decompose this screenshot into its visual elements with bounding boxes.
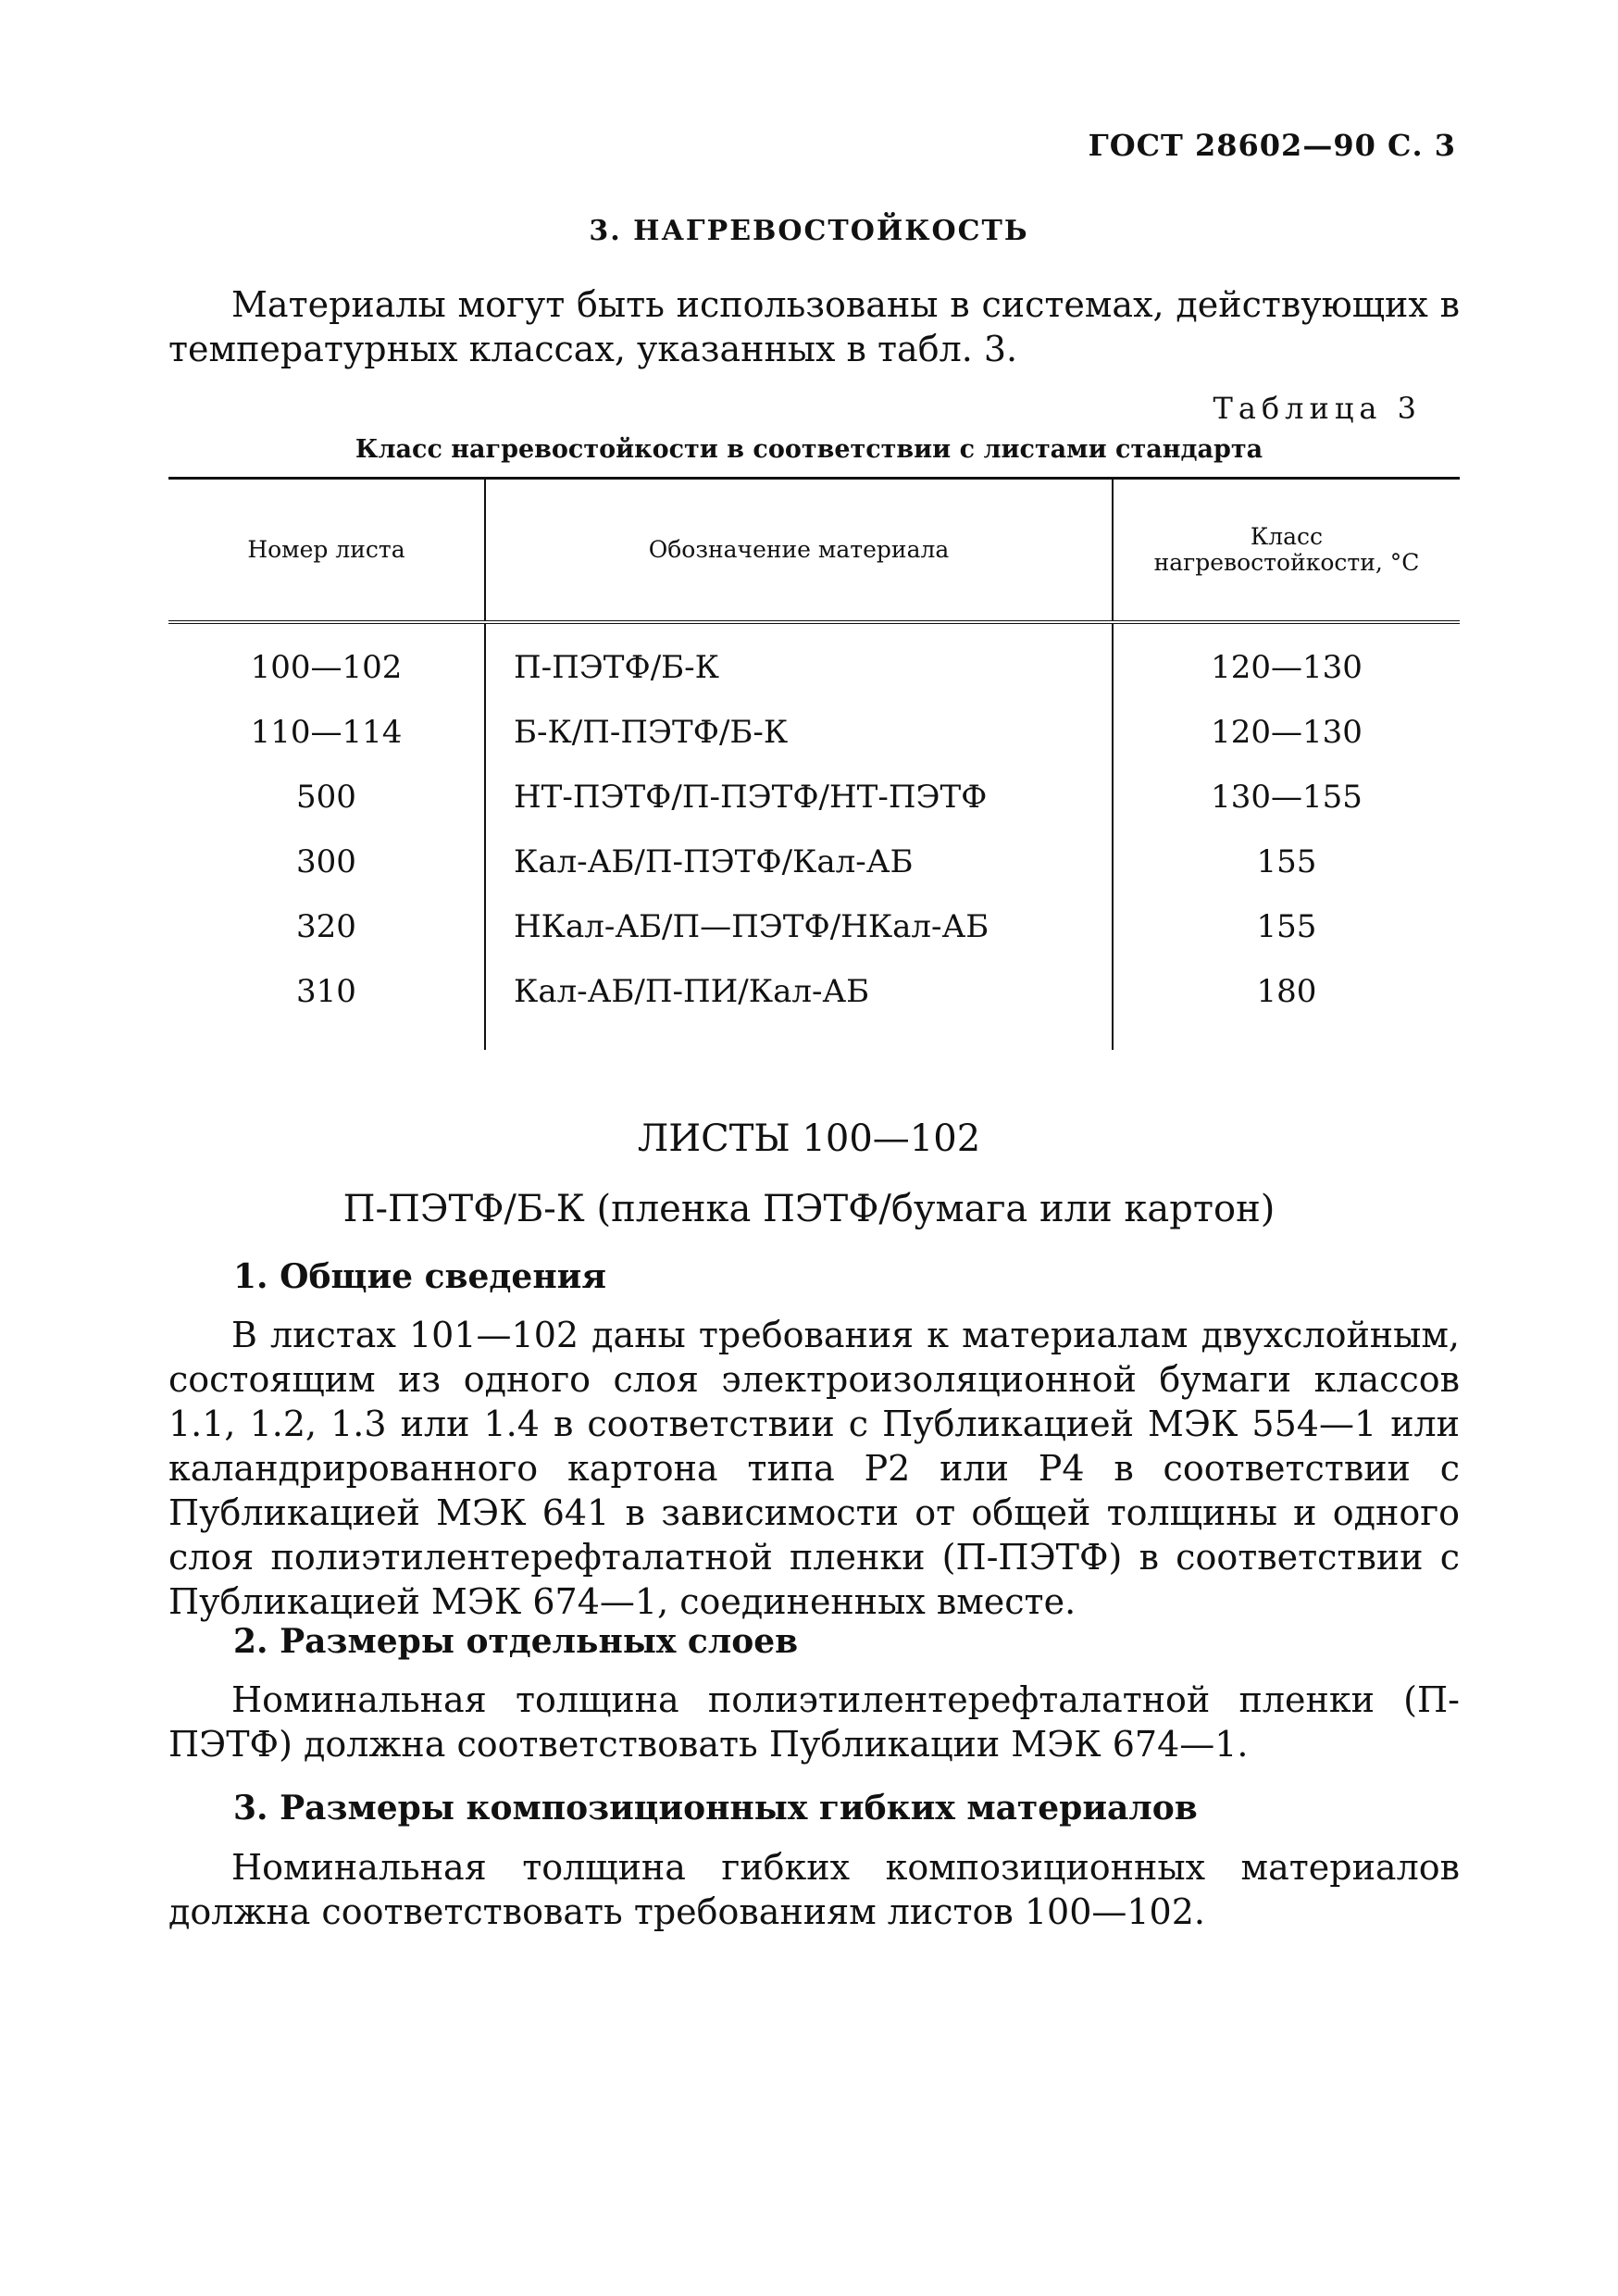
table-number: Таблица 3 [1213, 391, 1422, 426]
cell-material-text: П-ПЭТФ/Б-К [514, 649, 719, 686]
cell-sheet: 310 [296, 973, 356, 1010]
cell-material [485, 894, 1113, 959]
cell-material [485, 830, 1113, 894]
paragraph-general-info [168, 1313, 1460, 1624]
col-header-material: Обозначение материала [485, 479, 1113, 623]
table-row [168, 765, 1460, 830]
paragraph-composite-sizes-text: Номинальная толщина гибких композиционных материалов должна соответствовать требованиям листов 100—102. [168, 1847, 1460, 1932]
cell-material [485, 700, 1113, 765]
heading-layer-sizes: 2. Размеры отдельных слоев [233, 1622, 799, 1661]
heat-resistance-table [168, 477, 1460, 1050]
cell-material-text: Кал-АБ/П-ПИ/Кал-АБ [514, 973, 870, 1010]
cell-material [485, 622, 1113, 700]
table-row [168, 959, 1460, 1050]
table-row [168, 894, 1460, 959]
cell-material [485, 959, 1113, 1050]
col-header-class: Класс нагревостойкости, °С [1113, 479, 1460, 623]
paragraph-general-info-text: В листах 101—102 даны требования к материалам двухслойным, состоящим из одного слоя электроизоляционной бумаги классов 1.1, 1.2, 1.3 или 1.4 в соответствии с Публикацией МЭК 554—1 или каландрированного картона типа Р2 или Р4 в соответствии с Публикацией МЭК 641 в зависимости от общей толщины и одного слоя полиэтилентерефталатной пленки (П-ПЭТФ) в соответствии с Публикацией МЭК 674—1, соединенных вместе. [168, 1315, 1460, 1622]
cell-class: 180 [1256, 973, 1317, 1010]
table-row [168, 700, 1460, 765]
table-row [168, 622, 1460, 700]
page-header: ГОСТ 28602—90 С. 3 [1088, 128, 1456, 163]
table-row [168, 830, 1460, 894]
cell-sheet: 100—102 [250, 649, 403, 686]
table-header-row [168, 479, 1460, 623]
cell-sheet: 320 [296, 908, 356, 945]
cell-class: 130—155 [1211, 779, 1363, 816]
cell-class: 155 [1256, 908, 1317, 945]
cell-sheet: 300 [296, 843, 356, 880]
sheets-title: ЛИСТЫ 100—102 [637, 1117, 981, 1160]
cell-material-text: НКал-АБ/П—ПЭТФ/НКал-АБ [514, 908, 989, 945]
cell-sheet: 110—114 [250, 714, 403, 751]
cell-material-text: Кал-АБ/П-ПЭТФ/Кал-АБ [514, 843, 914, 880]
cell-class: 155 [1256, 843, 1317, 880]
cell-class: 120—130 [1211, 649, 1363, 686]
heading-composite-sizes: 3. Размеры композиционных гибких материалов [233, 1789, 1198, 1828]
cell-sheet: 500 [296, 779, 356, 816]
cell-material-text: Б-К/П-ПЭТФ/Б-К [514, 714, 789, 751]
table-title: Класс нагревостойкости в соответствии с листами стандарта [355, 435, 1263, 464]
sheets-subtitle: П-ПЭТФ/Б-К (пленка ПЭТФ/бумага или картон) [342, 1188, 1276, 1230]
section-title: 3. НАГРЕВОСТОЙКОСТЬ [589, 215, 1029, 247]
col-header-sheet: Номер листа [168, 479, 485, 623]
cell-material [485, 765, 1113, 830]
section-paragraph [168, 282, 1460, 371]
section-paragraph-text: Материалы могут быть использованы в системах, действующих в температурных классах, указанных в табл. 3. [168, 284, 1460, 369]
heading-general-info: 1. Общие сведения [233, 1257, 606, 1296]
paragraph-composite-sizes [168, 1845, 1460, 1934]
cell-material-text: НТ-ПЭТФ/П-ПЭТФ/НТ-ПЭТФ [514, 779, 988, 816]
paragraph-layer-sizes [168, 1678, 1460, 1766]
cell-class: 120—130 [1211, 714, 1363, 751]
paragraph-layer-sizes-text: Номинальная толщина полиэтилентерефталатной пленки (П-ПЭТФ) должна соответствовать Публикации МЭК 674—1. [168, 1679, 1460, 1765]
